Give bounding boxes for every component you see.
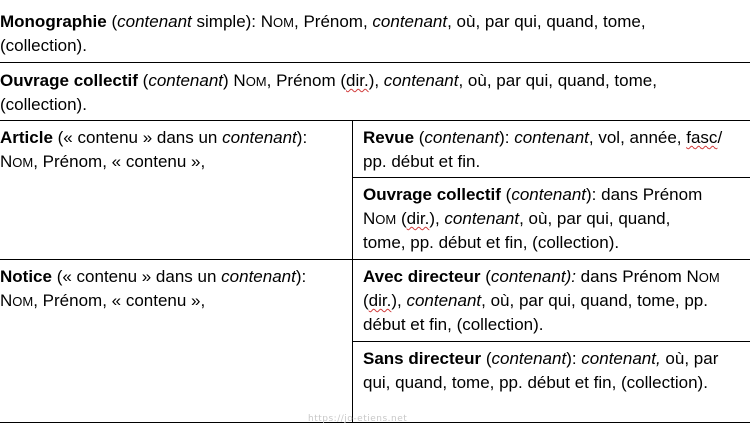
ouvrage-collectif-right-line-3: tome, pp. début et fin, (collection).: [363, 233, 620, 252]
spellcheck-underline: dir.: [346, 71, 369, 90]
article-label: Article: [0, 128, 53, 147]
ouvrage-collectif-label: Ouvrage collectif: [0, 71, 138, 90]
row-divider: [0, 120, 750, 121]
sans-directeur-line-1: Sans directeur (contenant): contenant, où, par: [363, 349, 719, 368]
row-divider: [0, 259, 750, 260]
row-divider: [352, 341, 750, 342]
monographie-line-1: Monographie (contenant simple): NOM, Prénom, contenant, où, par qui, quand, tome,: [0, 12, 646, 31]
notice-line-2: NOM, Prénom, « contenu »,: [0, 291, 206, 310]
ouvrage-collectif-line-1: Ouvrage collectif (contenant) NOM, Prénom (dir.), contenant, où, par qui, quand, tome,: [0, 71, 657, 90]
article-line-2: NOM, Prénom, « contenu »,: [0, 152, 206, 171]
monographie-label: Monographie: [0, 12, 107, 31]
avec-directeur-line-1: Avec directeur (contenant): dans Prénom NOM: [363, 267, 720, 286]
revue-line-1: Revue (contenant): contenant, vol, année, fasc/: [363, 128, 723, 147]
spellcheck-underline: dir.: [406, 209, 430, 228]
row-divider: [352, 177, 750, 178]
notice-line-1: Notice (« contenu » dans un contenant):: [0, 267, 307, 286]
row-divider: [0, 62, 750, 63]
ouvrage-collectif-right-line-1: Ouvrage collectif (contenant): dans Prénom: [363, 185, 703, 204]
column-divider: [352, 120, 353, 423]
ouvrage-collectif-right-label: Ouvrage collectif: [363, 185, 501, 204]
avec-directeur-line-2: (dir.), contenant, où, par qui, quand, tome, pp.: [363, 291, 708, 310]
revue-label: Revue: [363, 128, 415, 147]
avec-directeur-line-3: début et fin, (collection).: [363, 315, 544, 334]
article-line-1: Article (« contenu » dans un contenant):: [0, 128, 308, 147]
spellcheck-underline: dir.: [368, 291, 392, 310]
watermark: https://jo-etiens.net: [308, 414, 408, 424]
sans-directeur-label: Sans directeur: [363, 349, 482, 368]
notice-label: Notice: [0, 267, 52, 286]
sans-directeur-line-2: qui, quand, tome, pp. début et fin, (collection).: [363, 373, 708, 392]
spellcheck-underline: fasc: [686, 128, 718, 147]
ouvrage-collectif-line-2: (collection).: [0, 95, 87, 114]
avec-directeur-label: Avec directeur: [363, 267, 481, 286]
revue-line-2: pp. début et fin.: [363, 152, 481, 171]
monographie-line-2: (collection).: [0, 36, 87, 55]
ouvrage-collectif-right-line-2: NOM (dir.), contenant, où, par qui, quand,: [363, 209, 671, 228]
